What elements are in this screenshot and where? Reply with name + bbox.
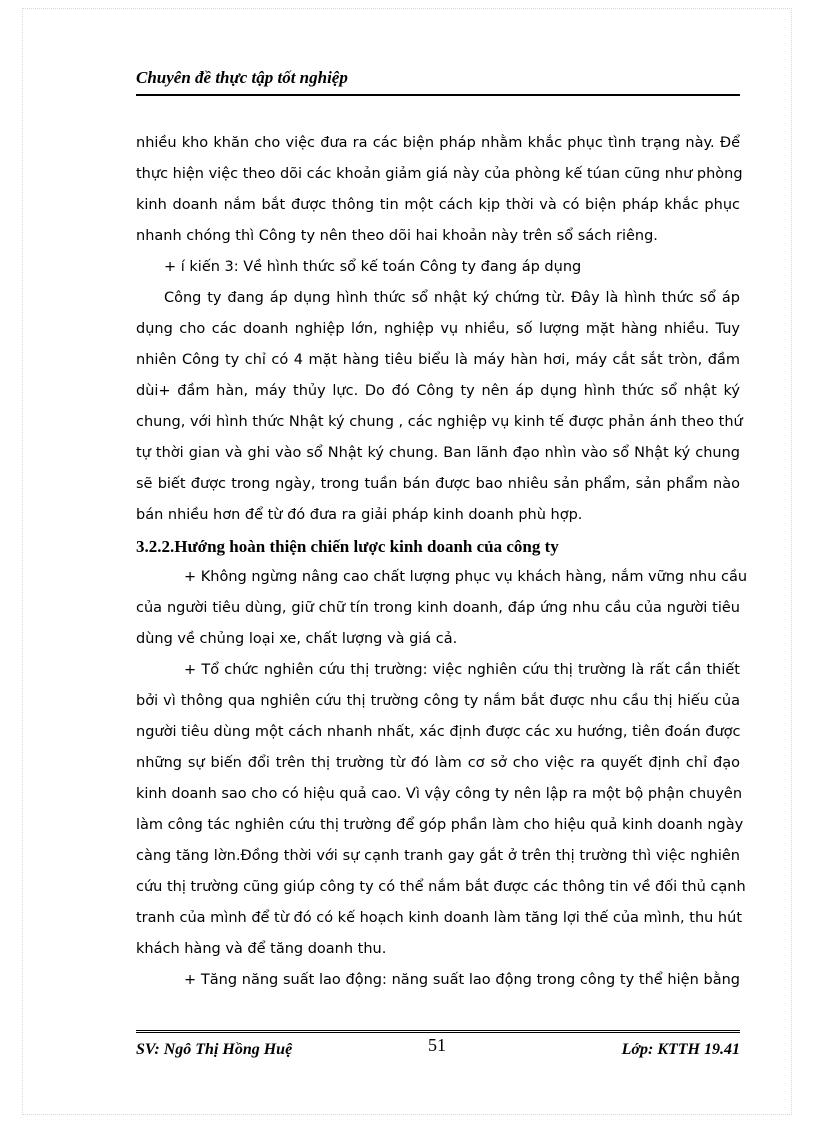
text-line: chung, với hình thức Nhật ký chung , các nghiệp vụ kinh tế được phản ánh theo thứ [136,414,743,430]
text-line: dùi+ đầm hàn, máy thủy lực. Do đó Công ty nên áp dụng hình thức sổ nhật ký [136,383,740,399]
text-line: tự thời gian và ghi vào sổ Nhật ký chung. Ban lãnh đạo nhìn vào sổ Nhật ký chung [136,445,740,461]
text-line: khách hàng và để tăng doanh thu. [136,941,387,957]
text-line: sẽ biết được trong ngày, trong tuần bán được bao nhiêu sản phẩm, sản phẩm nào [136,476,740,492]
header-title: Chuyên đề thực tập tốt nghiệp [136,68,348,87]
text-line: + í kiến 3: Về hình thức sổ kế toán Công ty đang áp dụng [164,259,582,275]
text-line: những sự biến đổi trên thị trường từ đó làm cơ sở cho việc ra quyết định chỉ đạo [136,755,740,771]
text-line: làm công tác nghiên cứu thị trường để góp phần làm cho hiệu quả kinh doanh ngày [136,817,744,833]
text-line: dùng về chủng loại xe, chất lượng và giá cả. [136,631,458,647]
text-line: kinh doanh sao cho có hiệu quả cao. Vì vậy công ty nên lập ra một bộ phận chuyên [136,786,743,802]
text-line: càng tăng lờn.Đồng thời với sự cạnh tranh gay gắt ở trên thị trường thì việc nghiên [136,848,740,864]
text-line: bởi vì thông qua nghiên cứu thị trường công ty nắm bắt được nhu cầu thị hiếu của [136,693,740,709]
text-line: của người tiêu dùng, giữ chữ tín trong kinh doanh, đáp ứng nhu cầu của người tiêu [136,600,740,616]
page-header [136,66,740,96]
body-text [136,128,748,996]
text-line: + Không ngừng nâng cao chất lượng phục vụ khách hàng, nắm vững nhu cầu [184,569,748,585]
footer-student-name: SV: Ngô Thị Hồng Huệ [136,1041,293,1058]
text-line: + Tăng năng suất lao động: năng suất lao động trong công ty thể hiện bằng [184,972,740,988]
text-line: bán nhiều hơn để từ đó đưa ra giải pháp kinh doanh phù hợp. [136,507,583,523]
text-line: nhiều kho khăn cho việc đưa ra các biện pháp nhằm khắc phục tình trạng này. Để [136,135,740,151]
text-line: cứu thị trường cũng giúp công ty có thể nắm bắt được các thông tin về đối thủ cạnh [136,879,746,895]
text-line: nhiên Công ty chỉ có 4 mặt hàng tiêu biểu là máy hàn hơi, máy cắt sắt tròn, đầm [136,352,740,368]
text-line: nhanh chóng thì Công ty nên theo dõi hai khoản này trên sổ sách riêng. [136,228,658,244]
text-line: kinh doanh nắm bắt được thông tin một cách kịp thời và có biện pháp khắc phục [136,197,740,213]
text-line: người tiêu dùng một cách nhanh nhất, xác định được các xu hướng, tiên đoán được [136,724,741,740]
text-line: + Tổ chức nghiên cứu thị trường: việc nghiên cứu thị trường là rất cần thiết [184,662,740,678]
text-line: tranh của mình để từ đó có kế hoạch kinh doanh làm tăng lợi thế của mình, thu hút [136,910,742,926]
page-footer [136,1030,740,1067]
page-number: 51 [428,1035,446,1055]
text-line: Công ty đang áp dụng hình thức sổ nhật ký chứng từ. Đây là hình thức sổ áp [164,290,740,306]
footer-class-name: Lớp: KTTH 19.41 [621,1041,740,1058]
text-line: dụng cho các doanh nghiệp lớn, nghiệp vụ nhiều, số lượng mặt hàng nhiều. Tuy [136,321,740,337]
section-heading: 3.2.2.Hướng hoàn thiện chiến lược kinh doanh của công ty [136,537,559,556]
text-line: thực hiện việc theo dõi các khoản giảm giá này của phòng kế túan cũng như phòng [136,166,743,182]
